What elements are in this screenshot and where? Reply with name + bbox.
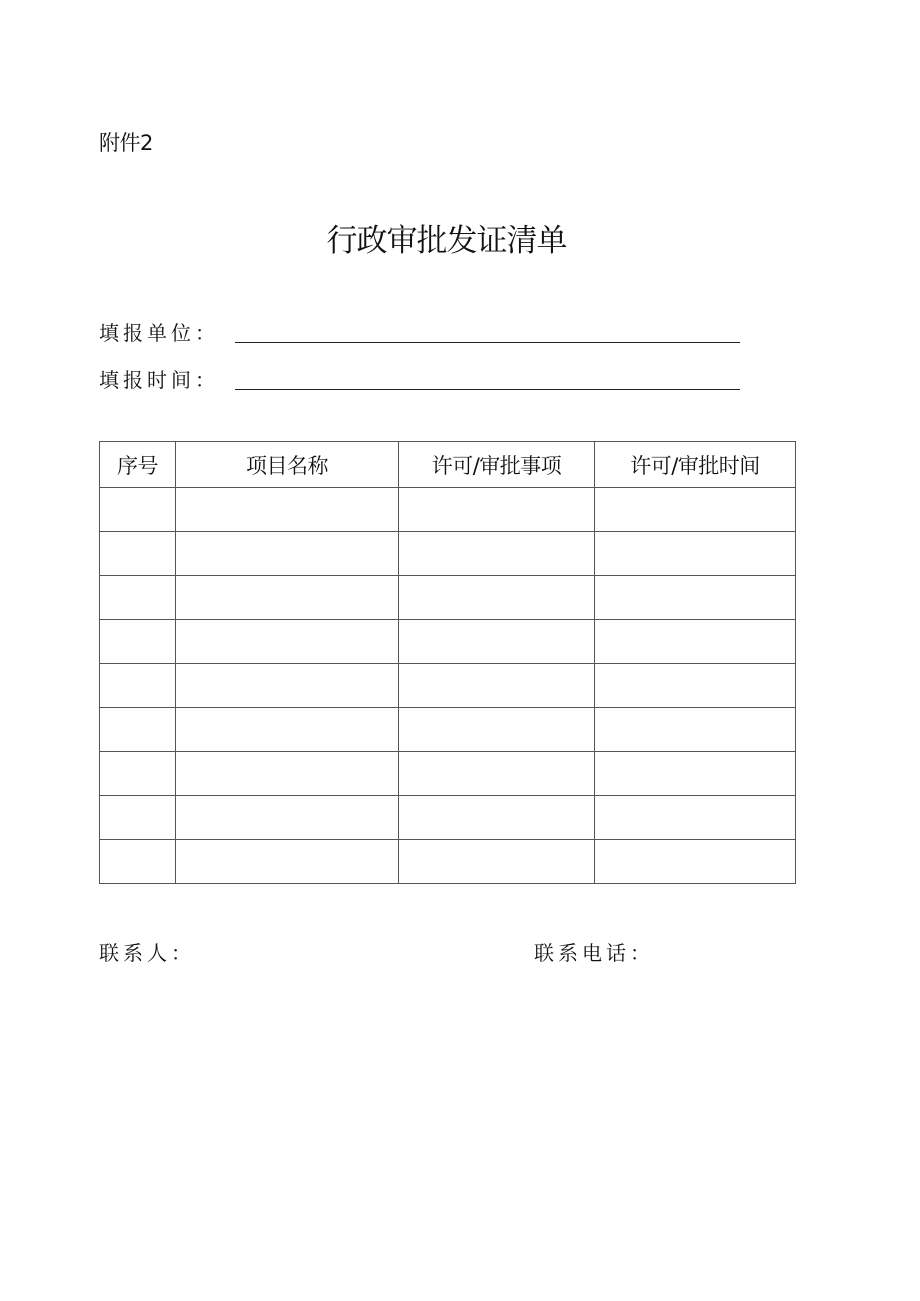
table-cell[interactable] (595, 752, 796, 796)
table-cell[interactable] (399, 620, 595, 664)
reporting-time-field (99, 365, 759, 395)
permit-list-table (99, 441, 796, 884)
table-cell[interactable] (176, 840, 399, 884)
table-cell[interactable] (399, 708, 595, 752)
table-header-row (100, 442, 796, 488)
reporting-time-label: 填报时间： (99, 368, 219, 392)
table-body (100, 488, 796, 884)
table-row (100, 752, 796, 796)
table-cell[interactable] (100, 840, 176, 884)
table-cell[interactable] (100, 532, 176, 576)
reporting-time-blank-line[interactable] (235, 389, 740, 390)
table-cell[interactable] (100, 752, 176, 796)
table-cell[interactable] (399, 796, 595, 840)
table-cell[interactable] (399, 840, 595, 884)
table-row (100, 576, 796, 620)
table-cell[interactable] (176, 620, 399, 664)
table-cell[interactable] (595, 708, 796, 752)
reporting-unit-blank-line[interactable] (235, 342, 740, 343)
table-row (100, 796, 796, 840)
table-row (100, 840, 796, 884)
table-cell[interactable] (100, 796, 176, 840)
table-cell[interactable] (595, 840, 796, 884)
table-cell[interactable] (176, 488, 399, 532)
attachment-label: 附件2 (99, 131, 153, 155)
table-cell[interactable] (100, 576, 176, 620)
table-cell[interactable] (399, 488, 595, 532)
table-cell[interactable] (176, 576, 399, 620)
table-cell[interactable] (176, 532, 399, 576)
table-cell[interactable] (176, 796, 399, 840)
header-permit-item: 许可/审批事项 (399, 442, 595, 488)
table-row (100, 620, 796, 664)
contact-person-label: 联系人： (99, 941, 195, 965)
table-cell[interactable] (399, 532, 595, 576)
document-title: 行政审批发证清单 (326, 223, 567, 259)
table-row (100, 664, 796, 708)
table-cell[interactable] (399, 752, 595, 796)
table-cell[interactable] (100, 620, 176, 664)
table-cell[interactable] (595, 488, 796, 532)
table-cell[interactable] (100, 488, 176, 532)
table-cell[interactable] (595, 796, 796, 840)
header-permit-time: 许可/审批时间 (595, 442, 796, 488)
table-cell[interactable] (399, 576, 595, 620)
reporting-unit-field (99, 318, 759, 348)
header-serial-number: 序号 (100, 442, 176, 488)
table-cell[interactable] (595, 620, 796, 664)
table-cell[interactable] (595, 664, 796, 708)
table-cell[interactable] (100, 664, 176, 708)
table-row (100, 488, 796, 532)
table-cell[interactable] (595, 532, 796, 576)
table-row (100, 708, 796, 752)
table-row (100, 532, 796, 576)
table-cell[interactable] (176, 664, 399, 708)
table-cell[interactable] (176, 752, 399, 796)
table-cell[interactable] (399, 664, 595, 708)
contact-phone-label: 联系电话： (534, 941, 654, 965)
table-cell[interactable] (100, 708, 176, 752)
table-cell[interactable] (595, 576, 796, 620)
header-project-name: 项目名称 (176, 442, 399, 488)
reporting-unit-label: 填报单位： (99, 321, 219, 345)
table-cell[interactable] (176, 708, 399, 752)
